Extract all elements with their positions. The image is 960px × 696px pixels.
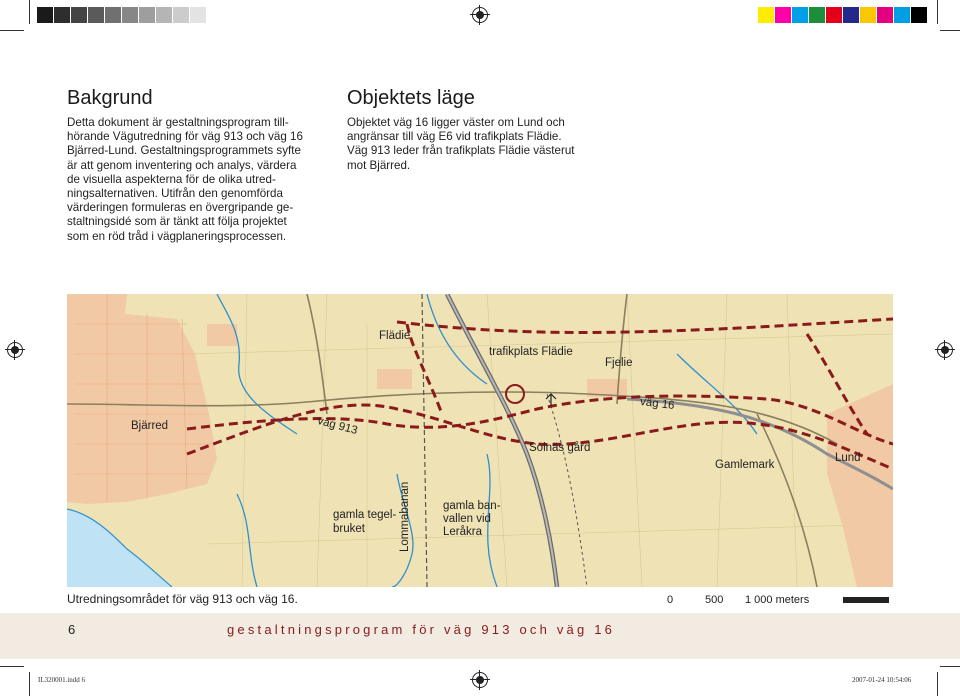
registration-mark-left: [7, 342, 23, 358]
gray-swatch: [54, 7, 70, 23]
gray-swatch: [71, 7, 87, 23]
gray-swatch: [173, 7, 189, 23]
text-line: Bjärred-Lund. Gestaltningsprogrammets syfte: [67, 144, 301, 158]
running-title: gestaltningsprogram för väg 913 och väg 16: [227, 622, 616, 637]
gray-color-bar: [37, 7, 207, 23]
scale-label-1000: 1 000 meters: [745, 594, 810, 606]
page-number: 6: [68, 622, 76, 637]
background-heading: Bakgrund: [67, 87, 153, 109]
map-label-fladie: Flädie: [379, 330, 411, 342]
gray-swatch: [88, 7, 104, 23]
background-section: [67, 87, 337, 244]
map-label-tegelbruket: gamla tegel- bruket: [333, 509, 397, 535]
location-heading: Objektets läge: [347, 87, 475, 109]
text-line: är att genom inventering och analys, värdera: [67, 158, 297, 172]
scale-label-0: 0: [667, 594, 674, 606]
process-swatch: [826, 7, 842, 23]
process-swatch: [758, 7, 774, 23]
text-line: hörande Vägutredning för väg 913 och väg 16: [67, 130, 303, 144]
registration-mark-top: [472, 7, 488, 23]
gray-swatch: [190, 7, 206, 23]
gray-swatch: [105, 7, 121, 23]
process-swatch: [860, 7, 876, 23]
background-paragraph: [67, 116, 337, 244]
crop-mark: [0, 30, 24, 31]
process-swatch: [894, 7, 910, 23]
text-line: mot Bjärred.: [347, 158, 411, 172]
map-graphic: [67, 294, 893, 587]
text-line: ningsalternativen. Utifrån den genomförda: [67, 187, 283, 201]
process-swatch: [843, 7, 859, 23]
gray-swatch: [139, 7, 155, 23]
map-label-trafikplats: trafikplats Flädie: [489, 346, 573, 358]
gray-swatch: [122, 7, 138, 23]
study-area-map: [67, 294, 893, 587]
crop-mark: [937, 0, 938, 24]
crop-mark: [937, 672, 938, 696]
map-label-bjarred: Bjärred: [131, 420, 169, 432]
gray-swatch: [37, 7, 53, 23]
process-swatch: [809, 7, 825, 23]
map-label-banvallen: gamla ban- vallen vid Leråkra: [443, 500, 501, 538]
scale-bar: [651, 588, 893, 612]
map-label-gamlemark: Gamlemark: [715, 459, 775, 471]
scale-label-500: 500: [705, 594, 724, 606]
text-line: angränsar till väg E6 vid trafikplats Flädie.: [347, 130, 562, 144]
location-section: [347, 87, 627, 173]
map-label-lund: Lund: [835, 452, 861, 464]
scale-bar-block: [843, 597, 889, 603]
crop-mark: [940, 30, 960, 31]
map-label-vag16: väg 16: [639, 395, 676, 413]
process-swatch: [911, 7, 927, 23]
text-line: Detta dokument är gestaltningsprogram till-: [67, 116, 289, 129]
crop-mark: [0, 666, 24, 667]
registration-mark-bottom: [472, 672, 488, 688]
text-line: staltningsidé som är tänkt att följa projektet: [67, 215, 287, 229]
text-line: Objektet väg 16 ligger väster om Lund och: [347, 116, 565, 129]
text-line: Väg 913 leder från trafikplats Flädie västerut: [347, 144, 575, 158]
location-paragraph: [347, 116, 627, 173]
map-label-solnas: Solnäs gård: [529, 442, 591, 454]
slug-date: 2007-01-24 10:54:06: [852, 676, 912, 684]
crop-mark: [29, 0, 30, 24]
map-label-fjelie: Fjelie: [605, 357, 633, 369]
crop-mark: [29, 672, 30, 696]
slug-file: IL320001.indd 6: [38, 676, 86, 684]
process-swatch: [877, 7, 893, 23]
text-line: som en röd tråd i vägplaneringsprocessen.: [67, 229, 287, 243]
process-color-bar: [758, 7, 928, 23]
text-line: de visuella aspekterna för de olika utred-: [67, 172, 276, 186]
process-swatch: [775, 7, 791, 23]
crop-mark: [940, 666, 960, 667]
gray-swatch: [156, 7, 172, 23]
registration-mark-right: [937, 342, 953, 358]
map-label-vag913: väg 913: [316, 414, 359, 438]
map-caption: Utredningsområdet för väg 913 och väg 16.: [67, 592, 298, 606]
process-swatch: [792, 7, 808, 23]
map-label-lommabanan: Lommabanan: [399, 481, 411, 552]
text-line: värderingen formuleras en övergripande ge-: [67, 201, 294, 215]
